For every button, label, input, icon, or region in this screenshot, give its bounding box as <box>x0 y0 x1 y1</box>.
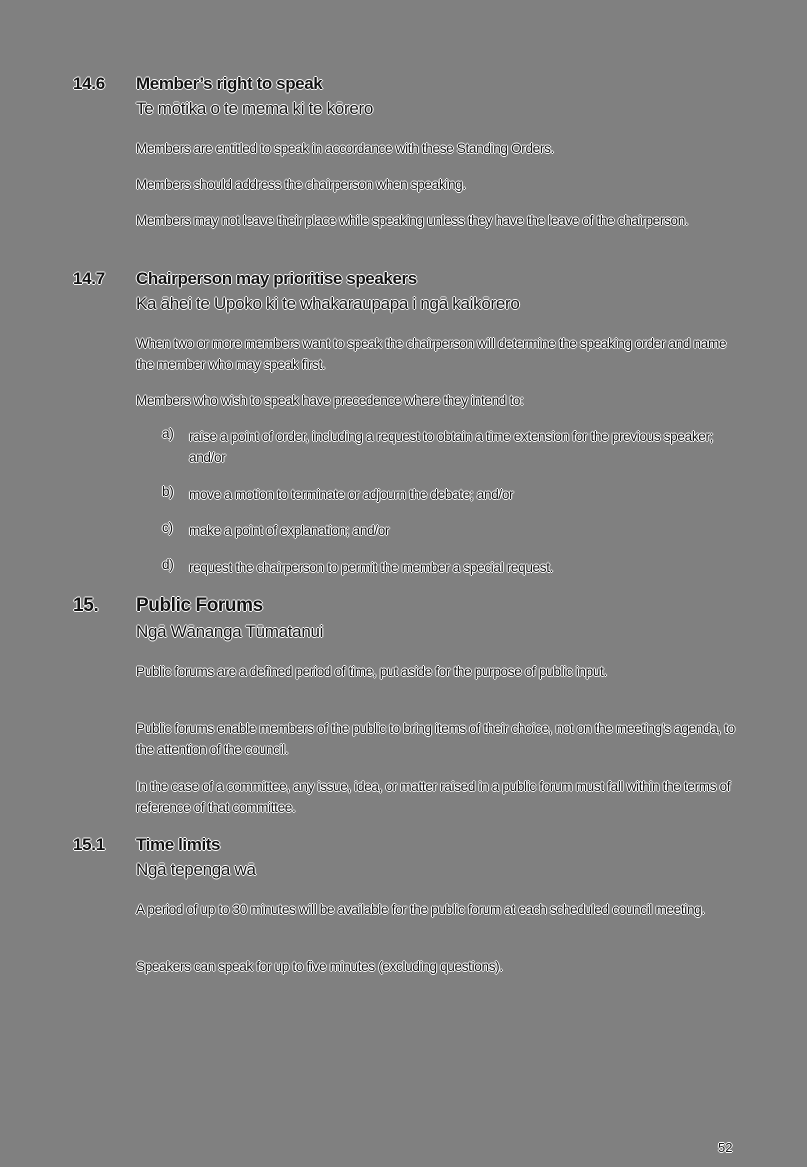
section-title: Time limits <box>136 835 221 854</box>
paragraph: In the case of a committee, any issue, idea, or matter raised in a public forum must fall within the terms of reference of that committee. <box>136 779 731 815</box>
list-item-text: request the chairperson to permit the member a special request. <box>189 560 554 575</box>
list-item-text: make a point of explanation; and/or <box>189 523 390 538</box>
section-title: Public Forums <box>136 595 263 616</box>
list-item-text: move a motion to terminate or adjourn the debate; and/or <box>189 487 514 502</box>
list-item-label: b) <box>162 484 174 499</box>
section-number: 15.1 <box>73 835 105 854</box>
paragraph: Public forums are a defined period of time, put aside for the purpose of public input. <box>136 664 607 679</box>
paragraph: Members are entitled to speak in accordance with these Standing Orders. <box>136 141 554 156</box>
paragraph: Public forums enable members of the public to bring items of their choice, not on the meeting’s agenda, to the attention of the council. <box>136 721 735 757</box>
paragraph: Speakers can speak for up to five minutes (excluding questions). <box>136 959 503 974</box>
paragraph: Members should address the chairperson when speaking. <box>136 177 466 192</box>
list-item-label: d) <box>162 557 174 572</box>
list-item-text: raise a point of order, including a request to obtain a time extension for the previous speaker; and/or <box>189 429 714 465</box>
paragraph: Members who wish to speak have precedence where they intend to: <box>136 393 524 408</box>
section-subtitle: Te mōtika o te mema ki te kōrero <box>136 99 373 118</box>
section-title: Member’s right to speak <box>136 74 323 93</box>
section-number: 14.6 <box>73 74 105 93</box>
paragraph: Members may not leave their place while speaking unless they have the leave of the chairperson. <box>136 213 689 228</box>
list-item-label: a) <box>162 426 174 441</box>
paragraph: A period of up to 30 minutes will be available for the public forum at each scheduled council meeting. <box>136 902 705 917</box>
section-subtitle: Ngā tepenga wā <box>136 860 256 879</box>
section-number: 14.7 <box>73 269 105 288</box>
list-item-label: c) <box>162 520 173 535</box>
section-subtitle: Ka āhei te Upoko ki te whakaraupapa i ngā kaikōrero <box>136 294 520 313</box>
page-number: 52 <box>718 1140 733 1155</box>
section-title: Chairperson may prioritise speakers <box>136 269 417 288</box>
section-number: 15. <box>73 595 99 616</box>
paragraph: When two or more members want to speak the chairperson will determine the speaking order and name the member who may speak first. <box>136 336 727 372</box>
section-subtitle: Ngā Wānanga Tūmatanui <box>136 622 324 641</box>
